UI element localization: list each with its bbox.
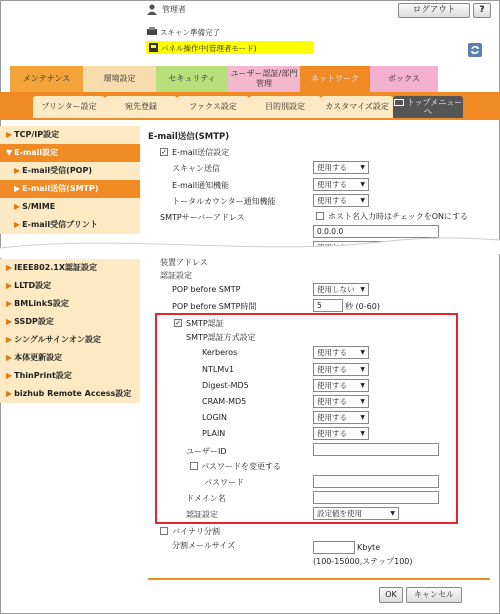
select-value: 使用する	[317, 348, 347, 357]
monitor-icon	[394, 99, 404, 106]
sidebar-item-lltd[interactable]	[0, 277, 140, 295]
dropdown-arrow-icon: ▼	[360, 164, 365, 171]
sidebar-item-label: E-mail設定	[14, 148, 59, 157]
page-title: E-mail送信(SMTP)	[148, 132, 230, 142]
select-value: 使用する	[317, 413, 347, 422]
scan-send-select[interactable]	[313, 161, 369, 174]
subtab-purpose[interactable]: 目的別設定	[249, 96, 321, 118]
subtab-printer[interactable]: プリンター設定	[33, 96, 105, 118]
sidebar-item-email[interactable]	[0, 144, 140, 162]
select-value: 設定値を使用	[317, 509, 362, 518]
chevron-right-icon: ▶	[6, 281, 13, 290]
dropdown-arrow-icon: ▼	[360, 286, 365, 293]
chevron-right-icon: ▶	[14, 184, 21, 193]
sidebar-item-label: 本体更新設定	[14, 353, 63, 362]
auth-cram-select[interactable]	[313, 395, 369, 408]
sidebar-item-update[interactable]	[0, 349, 140, 367]
binary-split-label: バイナリ分割	[172, 527, 220, 536]
select-value: 使用する	[317, 365, 347, 374]
sidebar-item-smtp[interactable]	[0, 180, 140, 198]
sidebar-item-remote-access[interactable]	[0, 385, 140, 403]
select-value: 使用する	[317, 429, 347, 438]
device-address-label: 装置アドレス	[160, 258, 208, 267]
status-text: スキャン準備完了	[160, 28, 220, 37]
sidebar-item-smime[interactable]	[0, 198, 140, 216]
auth-plain-select[interactable]	[313, 427, 369, 440]
sidebar-item-label: LLTD設定	[14, 281, 52, 290]
sidebar-item-label: E-mail送信(SMTP)	[22, 184, 99, 193]
split-size-range: (100-15000,ステップ100)	[313, 557, 413, 566]
split-size-label: 分割メールサイズ	[172, 541, 236, 550]
host-input-checkbox[interactable]	[316, 212, 324, 220]
binary-split-checkbox[interactable]	[160, 527, 168, 535]
scan-send-label: スキャン送信	[172, 164, 220, 173]
user-id-input[interactable]	[313, 443, 439, 456]
dropdown-arrow-icon: ▼	[360, 382, 365, 389]
auth-login-select[interactable]	[313, 411, 369, 424]
pop-before-smtp-select[interactable]	[313, 283, 369, 296]
sidebar-item-label: BMLinkS設定	[14, 299, 69, 308]
chevron-right-icon: ▶	[14, 220, 21, 229]
sidebar-item-label: S/MIME	[22, 202, 56, 211]
tab-environment[interactable]: 環境設定	[83, 66, 156, 92]
auth-digest-select[interactable]	[313, 379, 369, 392]
sidebar-item-label: IEEE802.1X認証設定	[14, 263, 97, 272]
auth-plain-label: PLAIN	[202, 429, 226, 438]
email-send-label: E-mail送信設定	[172, 148, 230, 157]
refresh-icon[interactable]	[468, 43, 482, 57]
email-send-checkbox[interactable]: ✓	[161, 148, 167, 156]
sidebar-item-label: E-mail受信(POP)	[22, 166, 92, 175]
dropdown-arrow-icon: ▼	[360, 181, 365, 188]
pop-before-smtp-label: POP before SMTP	[172, 285, 241, 294]
auth-digest-label: Digest-MD5	[202, 381, 249, 390]
change-password-label: パスワードを変更する	[201, 462, 281, 471]
password-label: パスワード	[204, 478, 244, 487]
tab-user-auth[interactable]: ユーザー認証/部門管理	[228, 66, 300, 92]
chevron-down-icon: ▼	[6, 148, 13, 157]
pop-time-label: POP before SMTP時間	[172, 302, 257, 311]
subtab-top-menu[interactable]	[393, 96, 463, 118]
sidebar-item-ieee8021x[interactable]	[0, 259, 140, 277]
total-counter-select[interactable]	[313, 194, 369, 207]
sidebar-item-label: シングルサインオン設定	[14, 335, 101, 344]
tab-network[interactable]: ネットワーク	[300, 66, 370, 92]
chevron-right-icon: ▶	[6, 130, 13, 139]
total-counter-label: トータルカウンター通知機能	[172, 197, 276, 206]
smtp-auth-checkbox[interactable]: ✓	[175, 319, 181, 327]
auth-ntlmv1-select[interactable]	[313, 363, 369, 376]
subtab-fax[interactable]: ファクス設定	[177, 96, 249, 118]
chevron-right-icon: ▶	[14, 202, 21, 211]
chevron-right-icon: ▶	[6, 353, 13, 362]
cancel-button[interactable]: キャンセル	[406, 587, 462, 603]
tab-security[interactable]: セキュリティ	[156, 66, 228, 92]
dropdown-arrow-icon: ▼	[360, 197, 365, 204]
smtp-address-input[interactable]: 0.0.0.0	[313, 225, 439, 238]
select-value: 使用しない	[317, 285, 355, 294]
select-value: 使用する	[317, 196, 347, 205]
subtab-destination[interactable]: 宛先登録	[105, 96, 177, 118]
domain-name-label: ドメイン名	[186, 494, 226, 503]
auth-login-label: LOGIN	[202, 413, 228, 422]
sidebar-item-label: TCP/IP設定	[14, 130, 60, 139]
scanner-icon	[146, 26, 158, 36]
sidebar	[0, 120, 140, 614]
sidebar-item-sso[interactable]	[0, 331, 140, 349]
select-value: 使用する	[317, 163, 347, 172]
dropdown-arrow-icon: ▼	[360, 430, 365, 437]
auth-kerberos-label: Kerberos	[202, 348, 238, 357]
content-divider	[148, 578, 490, 580]
chevron-right-icon: ▶	[6, 335, 13, 344]
pop-time-unit: 秒 (0-60)	[345, 302, 380, 311]
split-size-input[interactable]	[313, 541, 355, 554]
dropdown-arrow-icon: ▼	[360, 366, 365, 373]
sidebar-item-thinprint[interactable]	[0, 367, 140, 385]
dropdown-arrow-icon: ▼	[360, 349, 365, 356]
ok-button[interactable]: OK	[379, 587, 403, 603]
chevron-right-icon: ▶	[6, 317, 13, 326]
tab-box[interactable]: ボックス	[370, 66, 438, 92]
top-menu-label: トップメニューへ	[406, 98, 463, 116]
sidebar-item-label: ThinPrint設定	[14, 371, 72, 380]
auth-cram-label: CRAM-MD5	[202, 397, 247, 406]
page-break-wave	[0, 232, 500, 258]
chevron-right-icon: ▶	[6, 299, 13, 308]
password-input[interactable]	[313, 475, 439, 488]
user-icon	[146, 3, 158, 15]
select-value: 使用する	[317, 397, 347, 406]
lock-panel-icon	[148, 42, 159, 53]
auth-ntlmv1-label: NTLMv1	[202, 365, 235, 374]
dropdown-arrow-icon: ▼	[360, 414, 365, 421]
chevron-right-icon: ▶	[14, 166, 21, 175]
chevron-right-icon: ▶	[6, 371, 13, 380]
select-value: 使用する	[317, 180, 347, 189]
user-label: 管理者	[162, 5, 186, 14]
auth-kerberos-select[interactable]	[313, 346, 369, 359]
sidebar-item-pop[interactable]	[0, 162, 140, 180]
auth-config-label: 認証設定	[186, 510, 218, 519]
host-input-note: ホスト名入力時はチェックをONにする	[328, 212, 469, 221]
email-notify-select[interactable]	[313, 178, 369, 191]
user-id-label: ユーザーID	[186, 447, 227, 456]
logout-button[interactable]: ログアウト	[398, 3, 470, 18]
sidebar-item-label: SSDP設定	[14, 317, 54, 326]
smtp-server-label: SMTPサーバーアドレス	[160, 213, 245, 222]
email-notify-label: E-mail通知機能	[172, 181, 230, 190]
split-size-unit: Kbyte	[357, 543, 381, 552]
auth-config-select[interactable]	[313, 507, 399, 520]
help-button[interactable]: ?	[473, 3, 491, 18]
smtp-auth-label: SMTP認証	[186, 319, 224, 328]
auth-setting-label: 認証設定	[160, 271, 192, 280]
change-password-checkbox[interactable]	[190, 462, 198, 470]
smtp-auth-method-label: SMTP認証方式設定	[186, 333, 256, 342]
sidebar-item-ssdp[interactable]	[0, 313, 140, 331]
tab-maintenance[interactable]: メンテナンス	[10, 66, 83, 92]
dropdown-arrow-icon: ▼	[390, 510, 395, 517]
domain-name-input[interactable]	[313, 491, 439, 504]
sidebar-item-bmlinks[interactable]	[0, 295, 140, 313]
sidebar-item-label: bizhub Remote Access設定	[14, 389, 132, 398]
panel-status-text: パネル操作中(管理者モード)	[161, 44, 257, 53]
chevron-right-icon: ▶	[6, 263, 13, 272]
dropdown-arrow-icon: ▼	[360, 398, 365, 405]
subtab-customize[interactable]: カスタマイズ設定	[321, 96, 393, 118]
sidebar-item-label: E-mail受信プリント	[22, 220, 98, 229]
chevron-right-icon: ▶	[6, 389, 13, 398]
pop-time-input[interactable]: 5	[313, 299, 343, 312]
select-value: 使用する	[317, 381, 347, 390]
sidebar-item-tcpip[interactable]	[0, 126, 140, 144]
